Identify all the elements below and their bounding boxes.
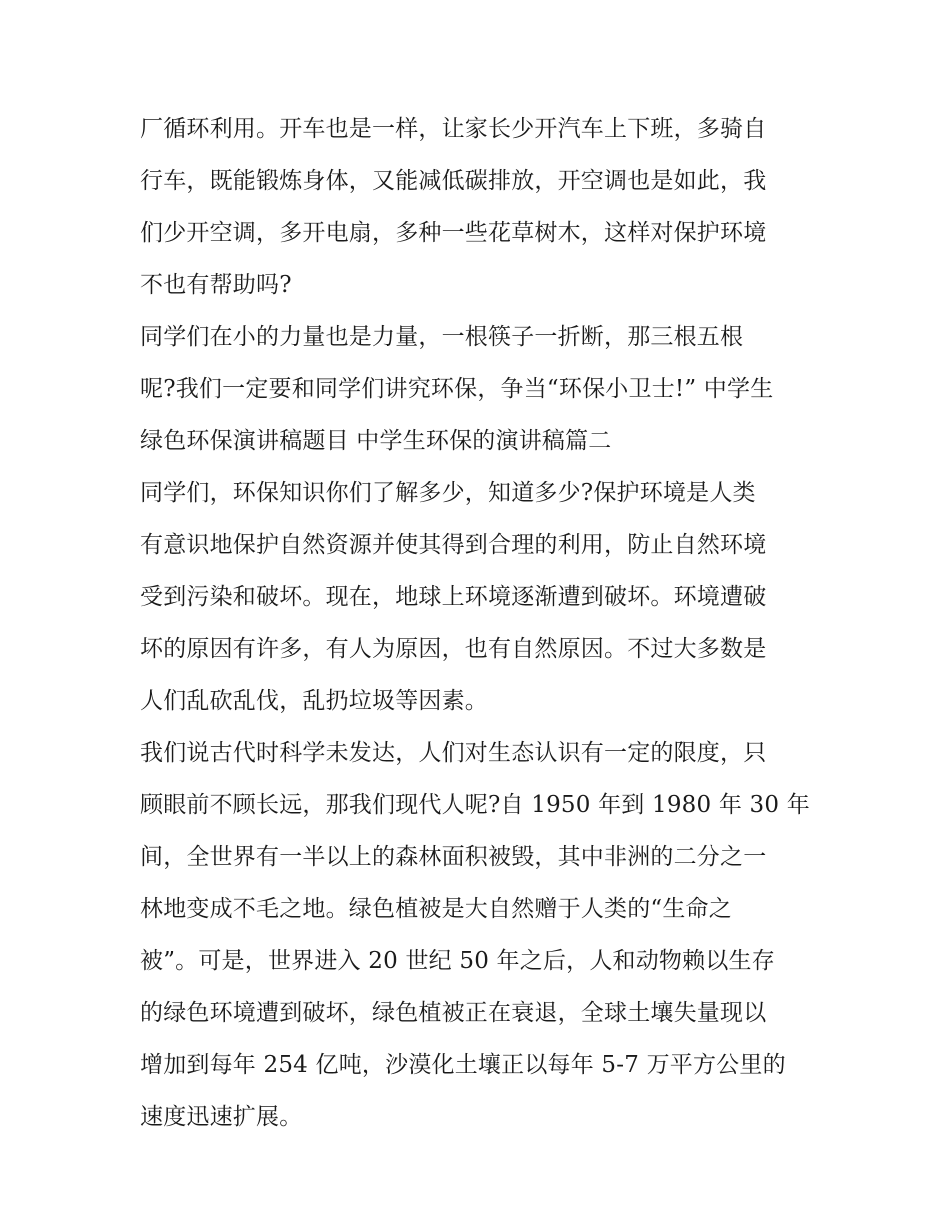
text-line: 顾眼前不顾长远，那我们现代人呢?自 1950 年到 1980 年 30 年	[140, 792, 810, 818]
text-line: 速度迅速扩展。	[140, 1104, 303, 1130]
text-line: 我们说古代时科学未发达，人们对生态认识有一定的限度，只	[140, 740, 767, 766]
text-line: 行车，既能锻炼身体，又能减低碳排放，开空调也是如此，我	[140, 168, 767, 194]
text-line: 间，全世界有一半以上的森林面积被毁，其中非洲的二分之一	[140, 844, 767, 870]
text-line: 有意识地保护自然资源并使其得到合理的利用，防止自然环境	[140, 532, 767, 558]
text-line: 林地变成不毛之地。绿色植被是大自然赠于人类的“生命之	[140, 896, 732, 922]
text-line: 同学们在小的力量也是力量，一根筷子一折断，那三根五根	[140, 324, 744, 350]
document-body	[140, 103, 812, 1143]
text-line: 们少开空调，多开电扇，多种一些花草树木，这样对保护环境	[140, 220, 767, 246]
text-line: 同学们，环保知识你们了解多少，知道多少?保护环境是人类	[140, 480, 756, 506]
text-line: 的绿色环境遭到破坏，绿色植被正在衰退，全球土壤失量现以	[140, 1000, 767, 1026]
text-line: 增加到每年 254 亿吨，沙漠化土壤正以每年 5-7 万平方公里的	[140, 1052, 786, 1078]
text-line: 绿色环保演讲稿题目 中学生环保的演讲稿篇二	[140, 428, 612, 454]
text-line: 呢?我们一定要和同学们讲究环保，争当“环保小卫士!” 中学生	[140, 376, 774, 402]
text-line: 不也有帮助吗?	[140, 272, 292, 298]
text-line: 被”。可是，世界进入 20 世纪 50 年之后，人和动物赖以生存	[140, 948, 775, 974]
text-line: 厂循环利用。开车也是一样，让家长少开汽车上下班，多骑自	[140, 116, 767, 142]
text-line: 人们乱砍乱伐，乱扔垃圾等因素。	[140, 688, 488, 714]
text-line: 坏的原因有许多，有人为原因，也有自然原因。不过大多数是	[140, 636, 767, 662]
text-line: 受到污染和破坏。现在，地球上环境逐渐遭到破坏。环境遭破	[140, 584, 767, 610]
